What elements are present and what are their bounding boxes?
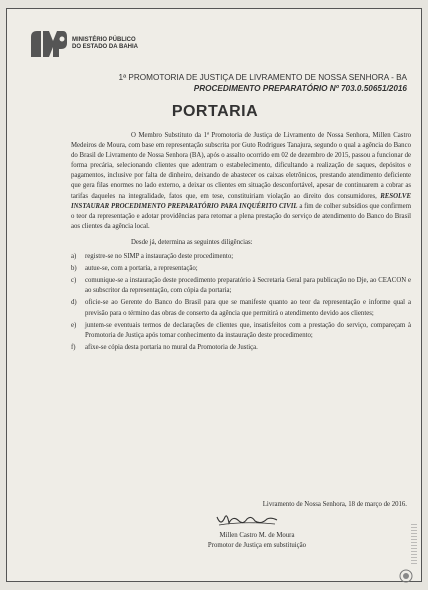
signer-role: Promotor de Justiça em substituição: [207, 542, 307, 549]
signer-name: Millen Castro M. de Moura: [219, 532, 295, 539]
list-item-label: d): [71, 299, 77, 307]
paragraph-resolve: [71, 131, 411, 232]
list-item-text: oficie-se ao Gerente do Banco do Brasil para que se manifeste quanto ao teor da representação e informe qual a previsão para o término das obras de conserto da agência que permitirá o atendimento devido aos clientes;: [85, 299, 411, 317]
list-item: [71, 252, 411, 262]
seal-icon: [399, 569, 413, 583]
list-item-text: juntem-se eventuais termos de declarações de clientes que, insatisfeitos com a prestação do serviço, compareçam à Promotoria de Justiça após tomar conhecimento da instauração deste procedimento;: [85, 321, 411, 339]
paragraph-diligences: Desde já, determina as seguintes diligências:: [131, 238, 253, 246]
margin-stamp: [411, 524, 417, 564]
promotoria-heading: 1ª PROMOTORIA DE JUSTIÇA DE LIVRAMENTO DE NOSSA SENHORA - BA: [118, 73, 407, 82]
list-item-label: e): [71, 321, 77, 329]
org-line2: DO ESTADO DA BAHIA: [72, 44, 138, 50]
list-item-label: f): [71, 343, 76, 351]
diligence-list: [71, 252, 411, 353]
place-and-date: Livramento de Nossa Senhora, 18 de março de 2016.: [262, 501, 407, 508]
mp-logo-icon: [29, 29, 69, 59]
page-title: PORTARIA: [171, 103, 259, 120]
resolution-emphasis: RESOLVE INSTAURAR PROCEDIMENTO PREPARATÓRIO PARA INQUÉRITO CIVIL: [71, 192, 411, 210]
list-item-label: a): [71, 253, 77, 261]
mp-logo: [29, 29, 138, 59]
handwritten-signature: [213, 511, 283, 531]
procedure-number: PROCEDIMENTO PREPARATÓRIO Nº 703.0.50651/2016: [193, 84, 407, 93]
document-page: [6, 8, 422, 582]
list-item: [71, 264, 411, 274]
org-line1: MINISTÉRIO PÚBLICO: [72, 37, 136, 43]
list-item: [71, 276, 411, 296]
list-item-label: b): [71, 265, 77, 273]
paragraph-1-text: O Membro Substituto da 1ª Promotoria de Justiça de Livramento de Nossa Senhora, Millen Castro Medeiros de Moura, com base em representação subscrita por Guto Rodrigues Tanajura, segundo o qual a agência do Banco do Brasil de Livramento de Nossa Senhora (BA), após o assalto ocorrido em 02 de dezembro de 2015, passou a funcionar de forma precária, selecionando clientes que adentram o estabelecimento, dificultando a realização de saques, depósitos e pagamentos, inclusive por falta de dinheiro, deixando de abastecer os caixas eletrônicos, prestando atendimento deficiente que gera filas enormes no lado externo, a deixar os clientes em situação desconfortável, apesar de continuarem a cobrar as tarifas daqueles na integralidade, fatos que, em tese, constituiriam violação ao direito dos consumidores,: [71, 132, 411, 200]
list-item-text: comunique-se a instauração deste procedimento preparatório à Secretaria Geral para publicação no Dje, ao CEACON e ao subscritor da representação, com cópia da portaria;: [85, 277, 411, 295]
list-item-label: c): [71, 277, 77, 285]
list-item-text: afixe-se cópia desta portaria no mural da Promotoria de Justiça.: [85, 343, 258, 351]
list-item: [71, 343, 411, 353]
list-item: [71, 298, 411, 318]
list-item-text: autue-se, com a portaria, a representação;: [85, 265, 198, 273]
document-body: [71, 131, 411, 355]
paragraph-1-end: a fim de colher subsídios que confirmem o teor da representação e adotar providências para retomar a plena prestação do serviço de atendimento do Banco do Brasil aos clientes da agência local.: [71, 202, 411, 230]
list-item-text: registre-se no SIMP a instauração deste procedimento;: [85, 253, 234, 261]
list-item: [71, 321, 411, 341]
